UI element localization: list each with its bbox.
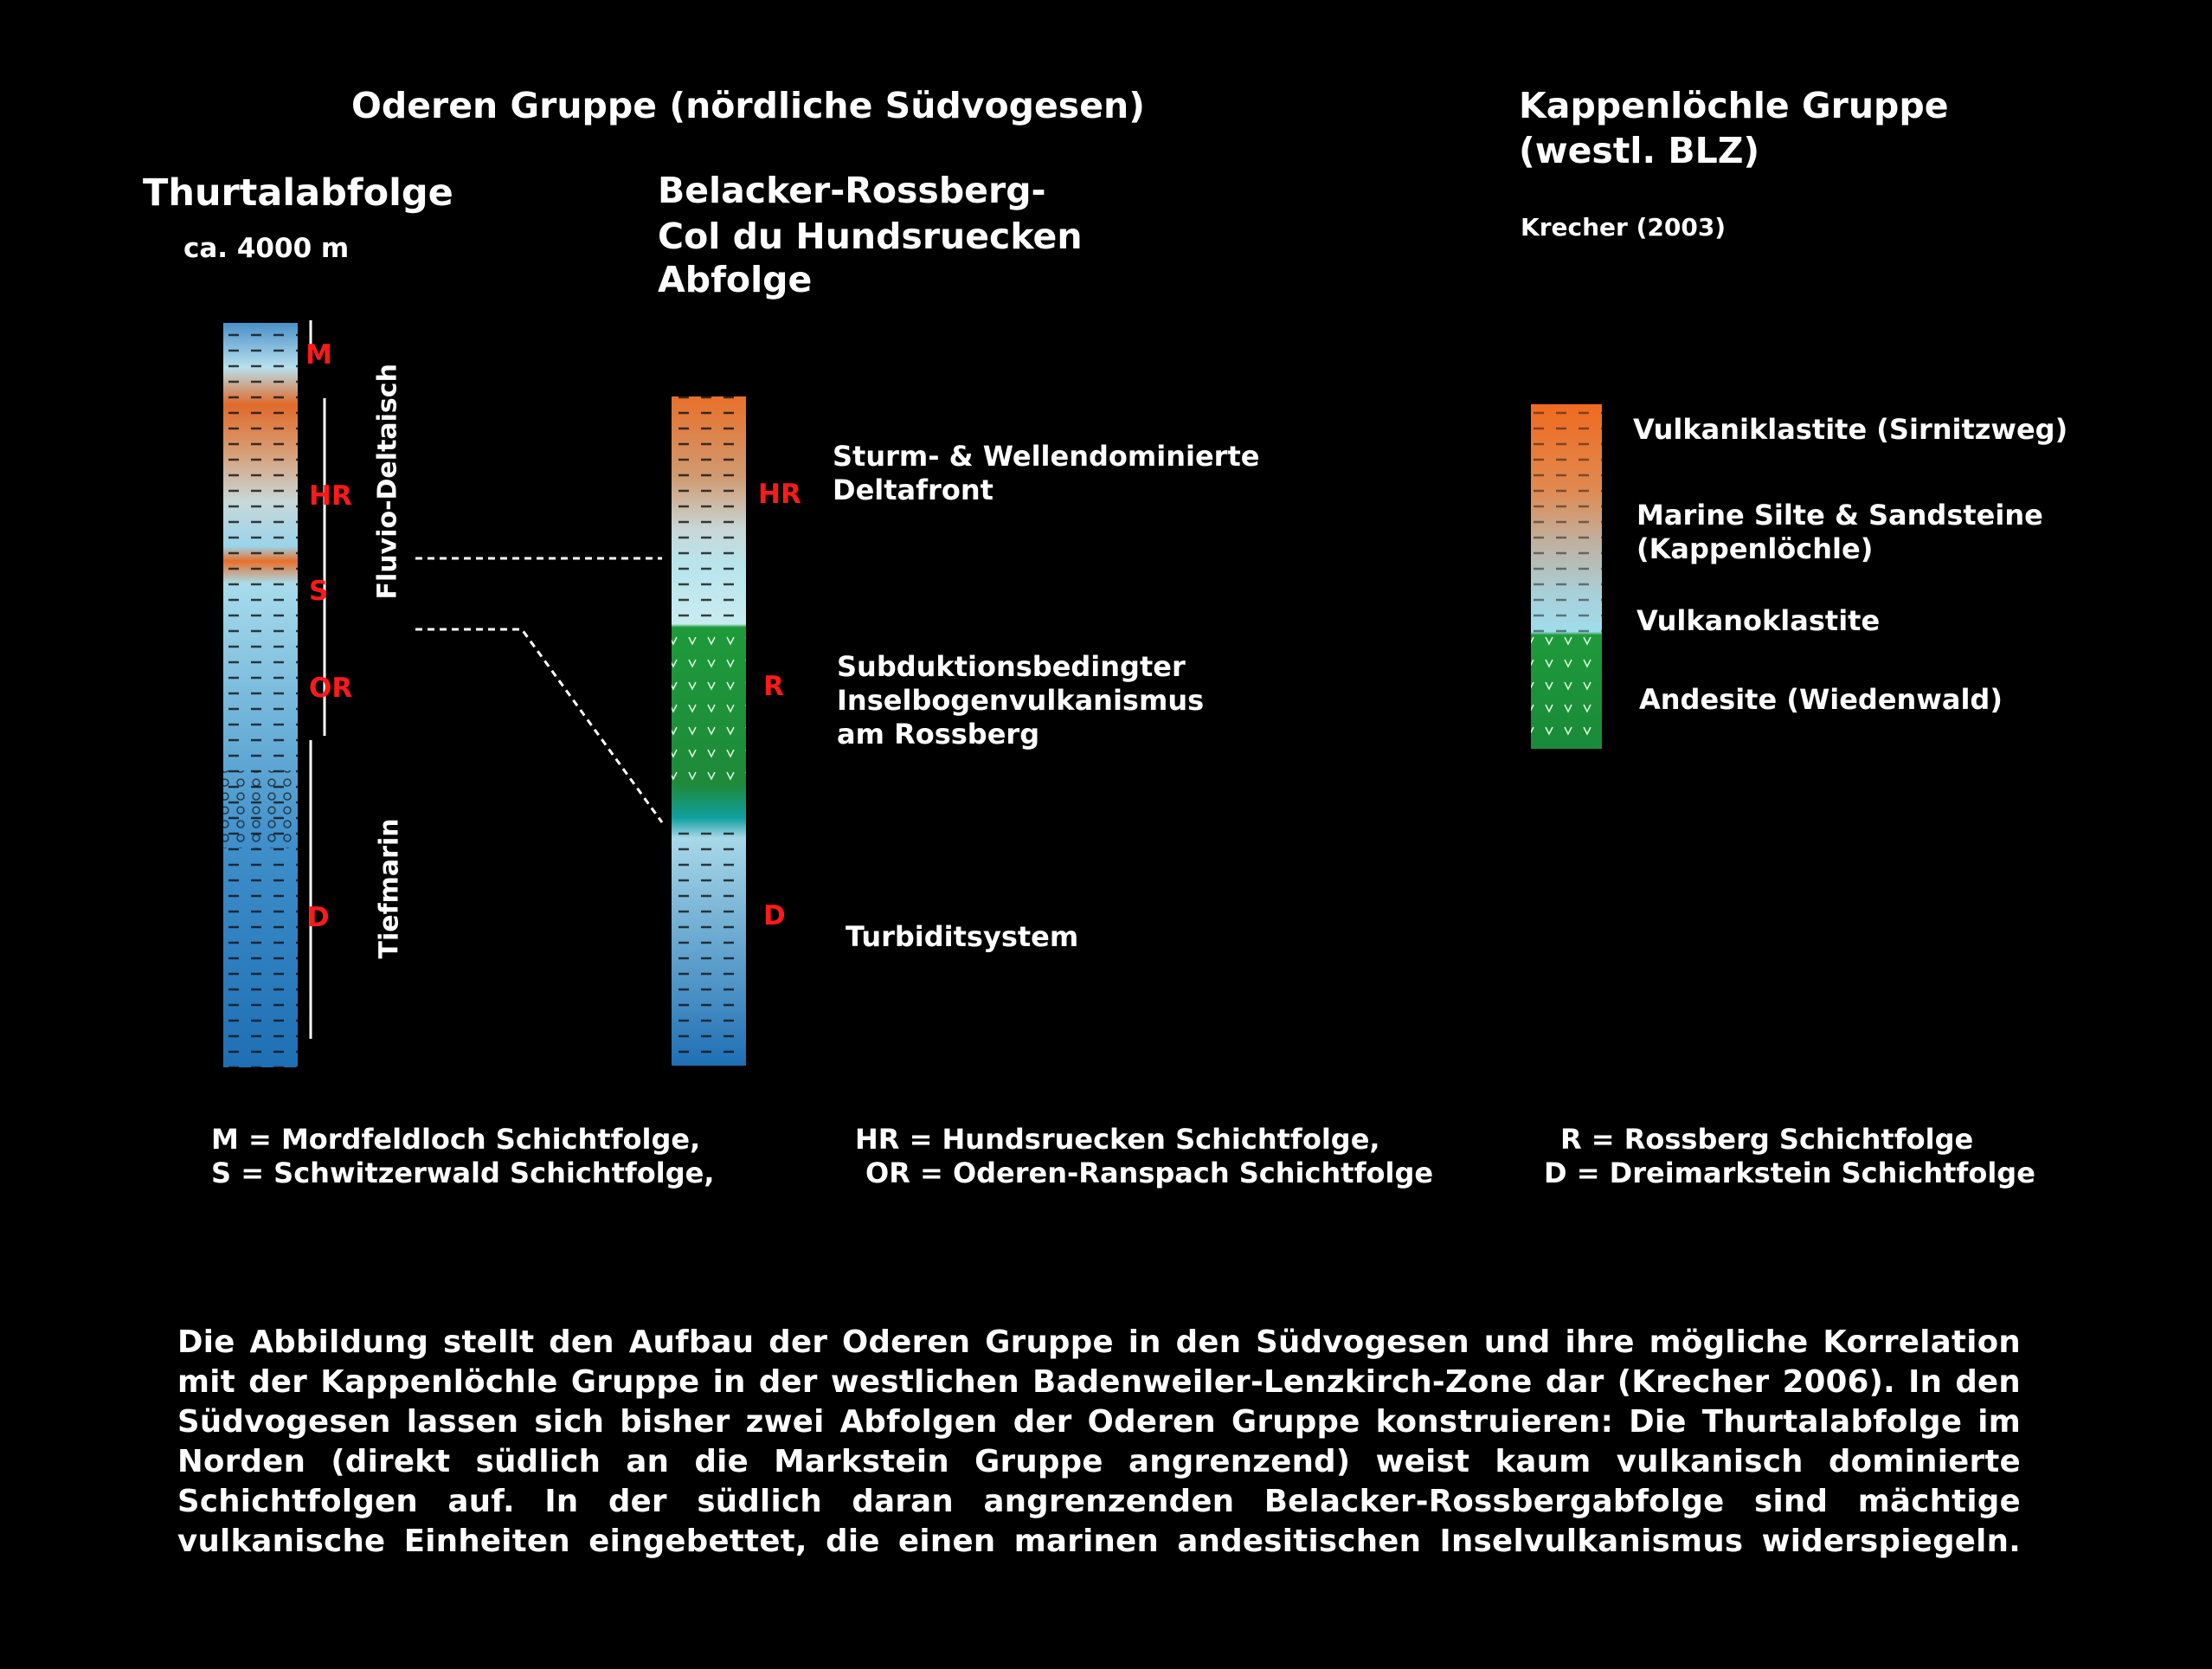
col3-desc-b1: Marine Silte & Sandsteine xyxy=(1636,499,2043,532)
description-paragraph xyxy=(177,1323,2021,1562)
legend-m: M = Mordfeldloch Schichtfolge, xyxy=(211,1123,701,1156)
paragraph-line: Norden (direkt südlich an die Markstein Gruppe angrenzend) weist kaum vulkanisch dominierte xyxy=(177,1444,2021,1479)
paragraph-line: Südvogesen lassen sich bisher zwei Abfolgen der Oderen Gruppe konstruieren: Die Thurtalabfolge im xyxy=(177,1404,2021,1440)
legend-r: R = Rossberg Schichtfolge xyxy=(1560,1123,1974,1156)
main-title: Oderen Gruppe (nördliche Südvogesen) xyxy=(351,85,1145,126)
correlation-line-lower xyxy=(415,629,662,822)
col1-unit-d: D xyxy=(307,902,330,933)
col2-unit-d: D xyxy=(763,900,786,931)
legend-hr: HR = Hundsruecken Schichtfolge, xyxy=(855,1123,1380,1156)
col1-unit-m: M xyxy=(305,339,332,371)
col2-title-2: Col du Hundsruecken xyxy=(658,216,1083,257)
paragraph-line: Die Abbildung stellt den Aufbau der Oderen Gruppe in den Südvogesen und ihre mögliche Korrelation xyxy=(177,1324,2021,1360)
col1-title: Thurtalabfolge xyxy=(143,171,453,215)
col2-desc-c: Turbiditsystem xyxy=(846,920,1079,953)
col3-desc-c: Vulkanoklastite xyxy=(1636,604,1881,637)
col2-desc-b2: Inselbogenvulkanismus xyxy=(837,684,1205,717)
col2-desc-a2: Deltafront xyxy=(833,474,993,506)
col3-desc-a: Vulkaniklastite (Sirnitzweg) xyxy=(1633,413,2068,446)
legend-s: S = Schwitzerwald Schichtfolge, xyxy=(211,1157,715,1189)
env-label-upper: Fluvio-Deltaisch xyxy=(372,364,403,600)
col1-unit-s: S xyxy=(309,576,329,607)
legend-d: D = Dreimarkstein Schichtfolge xyxy=(1544,1157,2035,1189)
paragraph-line: vulkanische Einheiten eingebettet, die einen marinen andesitischen Inselvulkanismus widerspiegeln. xyxy=(177,1524,2021,1559)
col1-thickness: ca. 4000 m xyxy=(183,233,350,264)
col2-title-1: Belacker-Rossberg- xyxy=(658,170,1046,211)
col2-unit-hr: HR xyxy=(758,479,801,510)
col3-desc-d: Andesite (Wiedenwald) xyxy=(1639,683,2003,716)
col1-unit-hr: HR xyxy=(309,480,352,512)
col2-title-3: Abfolge xyxy=(658,259,813,300)
env-label-lower: Tiefmarin xyxy=(374,818,405,959)
right-title-1: Kappenlöchle Gruppe xyxy=(1519,85,1949,126)
col2-unit-r: R xyxy=(763,671,784,702)
paragraph-line: Schichtfolgen auf. In der südlich daran angrenzenden Belacker-Rossbergabfolge sind mächtige xyxy=(177,1484,2021,1519)
legend-or: OR = Oderen-Ranspach Schichtfolge xyxy=(865,1157,1434,1189)
col2-desc-a1: Sturm- & Wellendominierte xyxy=(833,440,1260,473)
col2-desc-b1: Subduktionsbedingter xyxy=(837,650,1186,683)
col1-unit-or: OR xyxy=(309,673,353,704)
col2-desc-b3: am Rossberg xyxy=(837,718,1040,751)
right-reference: Krecher (2003) xyxy=(1521,213,1727,242)
right-title-2: (westl. BLZ) xyxy=(1519,130,1760,171)
paragraph-line: mit der Kappenlöchle Gruppe in der westlichen Badenweiler-Lenzkirch-Zone dar (Krecher 2006). In den xyxy=(177,1364,2021,1400)
col3-desc-b2: (Kappenlöchle) xyxy=(1636,532,1874,565)
